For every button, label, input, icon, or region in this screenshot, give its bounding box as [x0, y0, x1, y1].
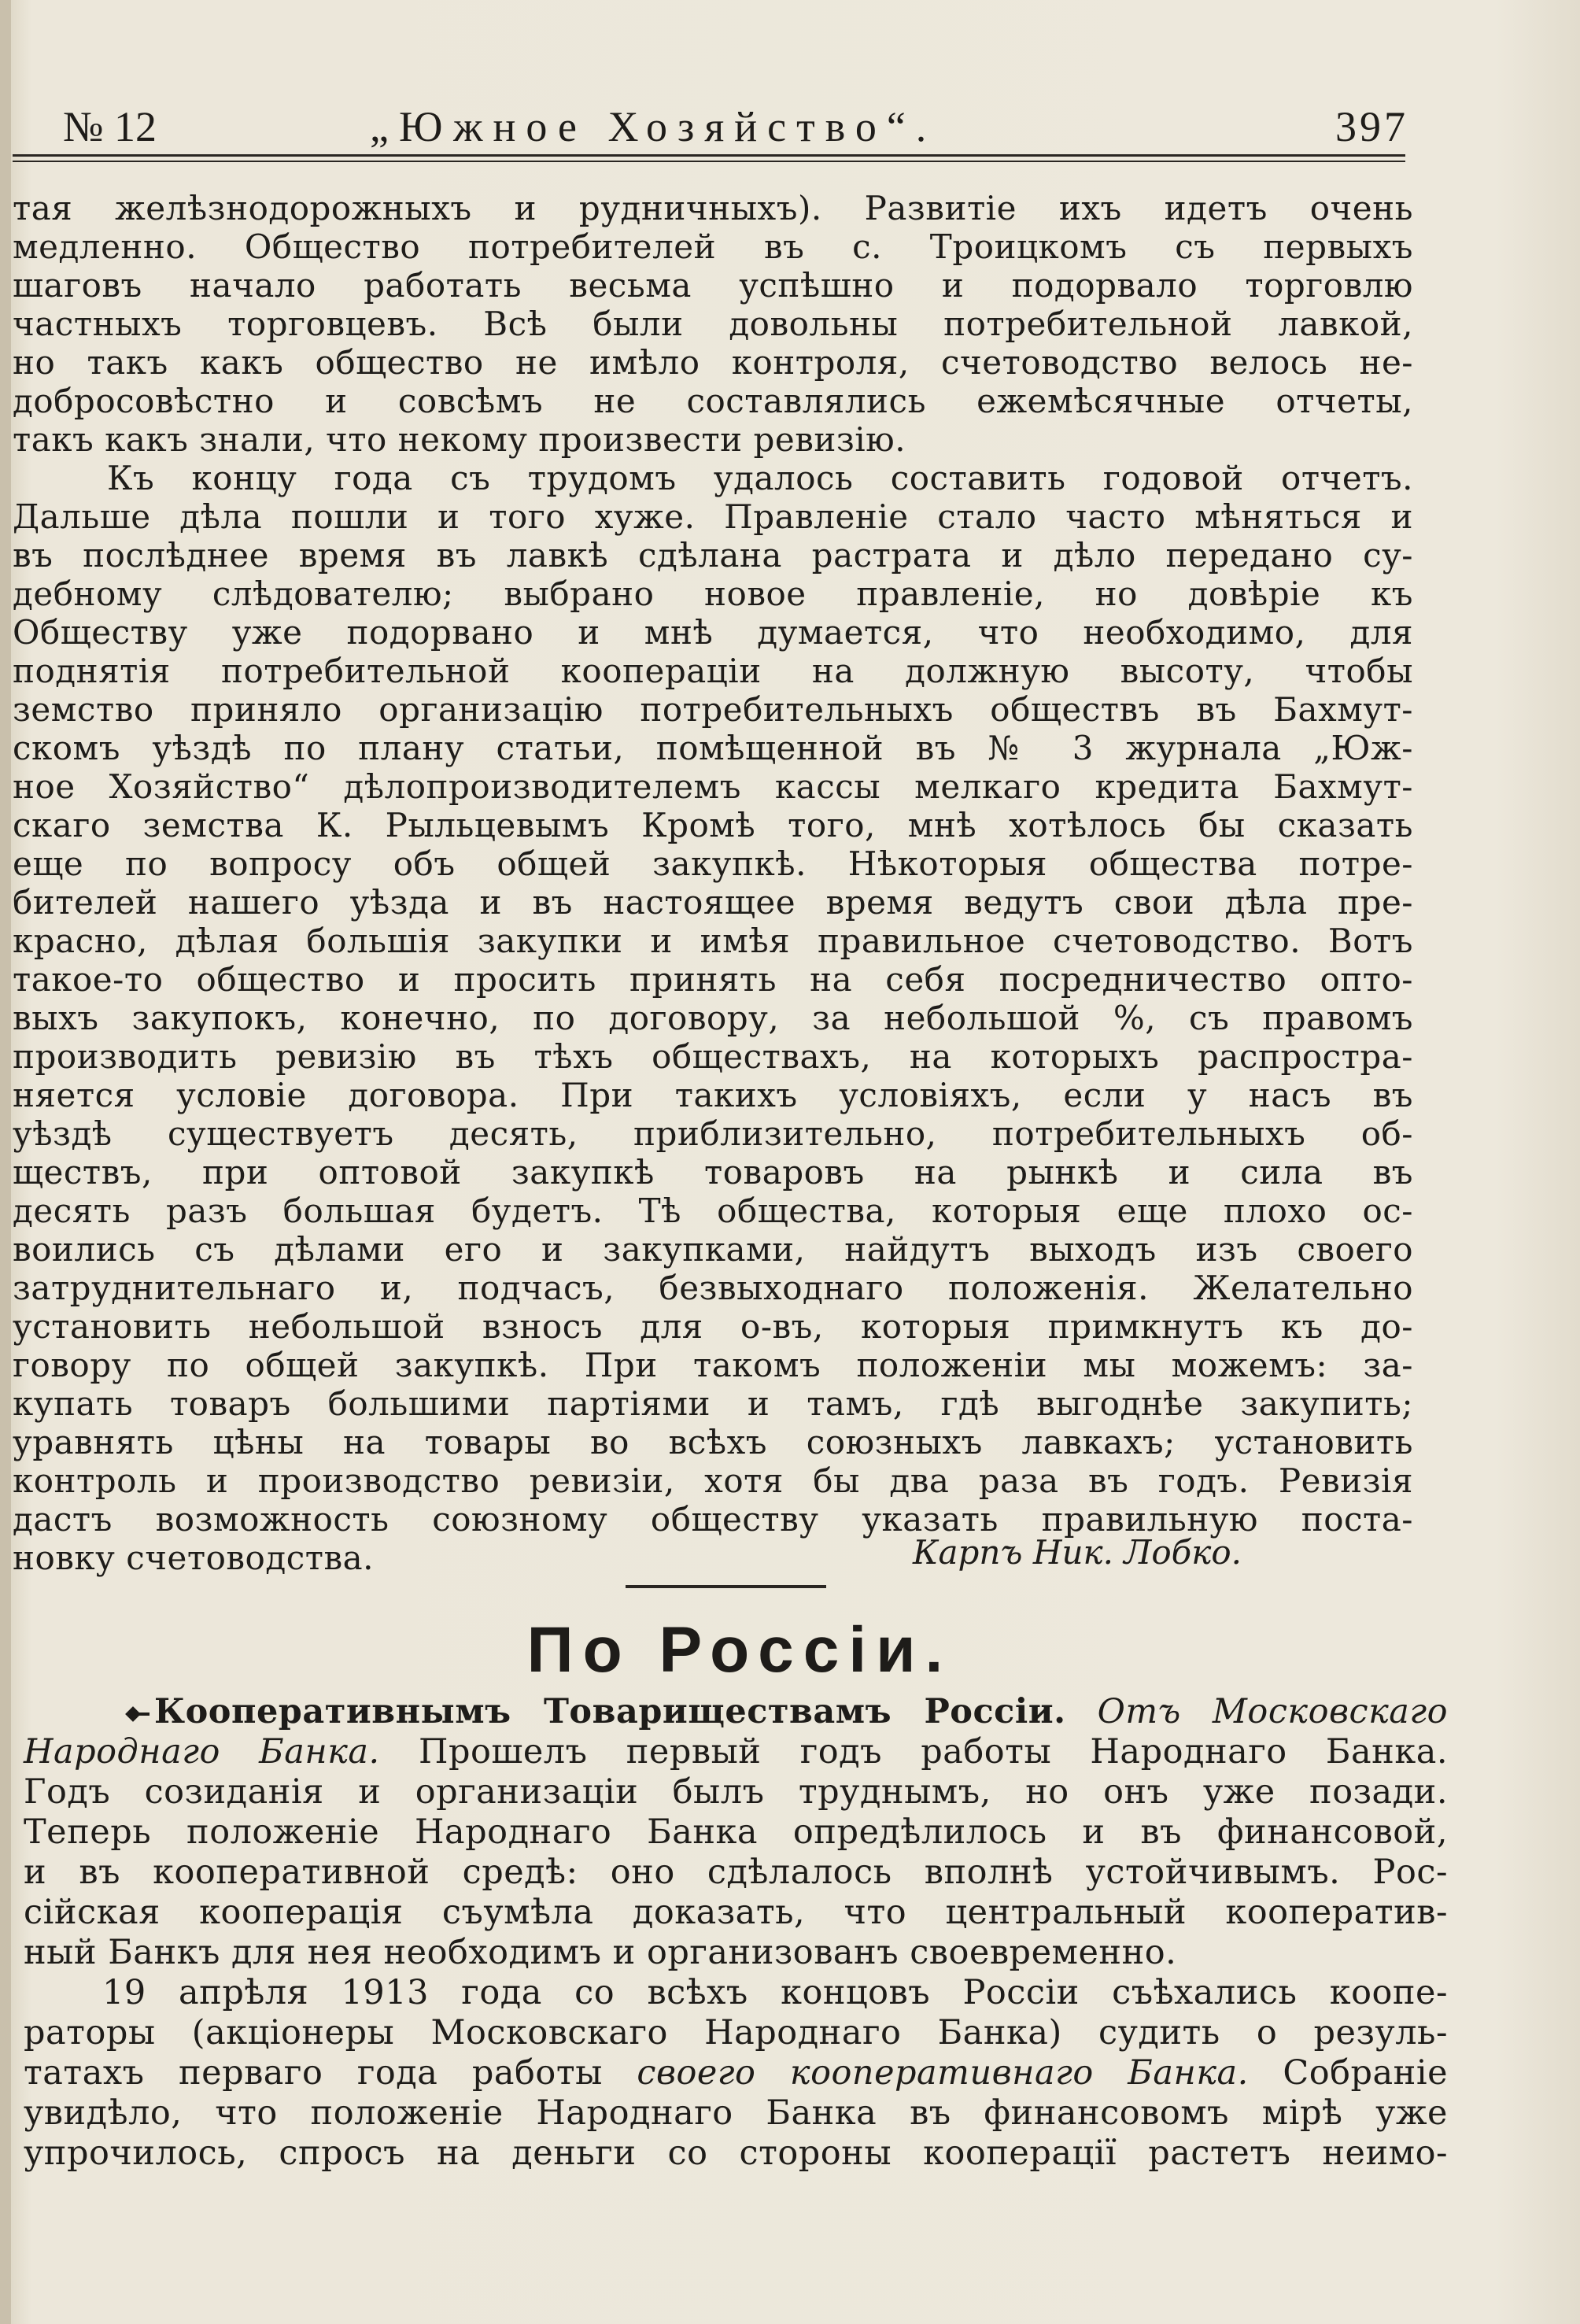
text-line: купать товаръ большими партіями и тамъ, гдѣ выгоднѣе закупить;	[13, 1384, 1413, 1423]
text-line: поднятія потребительной кооперацiи на должную высоту, чтобы	[13, 652, 1413, 690]
paragraph-2	[13, 459, 1413, 1577]
text-line: уѣздѣ существуетъ десять, приблизительно, потребительныхъ об-	[13, 1114, 1413, 1153]
text-line: бителей нашего уѣзда и въ настоящее время ведутъ свои дѣла пре-	[13, 883, 1413, 922]
text-line: и въ кооперативной средѣ: оно сдѣлалось вполнѣ устойчивымъ. Рос-	[24, 1853, 1448, 1892]
text-line: добросовѣстно и совсѣмъ не составлялись ежемѣсячные отчеты,	[13, 382, 1413, 420]
text-line: контроль и производство ревизіи, хотя бы два раза въ годъ. Ревизія	[13, 1461, 1413, 1500]
article-body	[13, 189, 1413, 1577]
text-line: увидѣло, что положеніе Народнаго Банка въ финансовомъ мірѣ уже	[24, 2093, 1448, 2133]
text-line	[24, 1692, 1448, 1732]
text-line: 19 апрѣля 1913 года со всѣхъ концовъ Россіи съѣхались коопе-	[102, 1973, 1448, 2012]
journal-title: „Южное Хозяйство“.	[370, 103, 937, 150]
issue-number: № 12	[63, 103, 157, 150]
text-line: десять разъ большая будетъ. Тѣ общества, которыя еще плохо ос-	[13, 1192, 1413, 1230]
text-line: скаго земства К. Рыльцевымъ Кромѣ того, мнѣ хотѣлось бы сказать	[13, 806, 1413, 844]
text-line: Теперь положеніе Народнаго Банка опредѣлилось и въ финансовой,	[24, 1812, 1448, 1852]
text-line: говору по общей закупкѣ. При такомъ положеніи мы можемъ: за-	[13, 1346, 1413, 1384]
text-line: но такъ какъ общество не имѣло контроля, счетоводство велось не-	[13, 343, 1413, 382]
text-span-italic: своего кооперативнаго Банка.	[637, 2053, 1249, 2093]
text-line	[24, 2053, 1448, 2093]
header-rule	[13, 154, 1405, 157]
running-header	[55, 96, 1408, 151]
text-line: Годъ созиданія и организаціи былъ труднымъ, но онъ уже позади.	[24, 1772, 1448, 1812]
item-source: Отъ Московскаго	[1097, 1692, 1449, 1731]
text-span: Собраніе	[1283, 2053, 1449, 2093]
diamond-bullet-icon	[126, 1705, 150, 1723]
author-signature: Карпъ Ник. Лобко.	[913, 1533, 1242, 1572]
text-line: ный Банкъ для нея необходимъ и организованъ своевременно.	[24, 1933, 1177, 1972]
text-line: скомъ уѣздѣ по плану статьи, помѣщенной въ № 3 журнала „Юж-	[13, 729, 1413, 767]
text-line: Дальше дѣла пошли и того хуже. Правленіе стало часто мѣняться и	[13, 497, 1413, 536]
section-title: По Россіи.	[526, 1614, 953, 1686]
item-source-cont: Народнаго Банка.	[24, 1732, 380, 1772]
text-line: земство приняло организацію потребительныхъ обществъ въ Бахмут-	[13, 690, 1413, 729]
text-line: установить небольшой взносъ для о-въ, которыя примкнутъ къ до-	[13, 1307, 1413, 1346]
text-line: воились съ дѣлами его и закупками, найдутъ выходъ изъ своего	[13, 1230, 1413, 1269]
text-span: Прошелъ первый годъ работы Народнаго Банка.	[418, 1732, 1449, 1772]
text-line: тая желѣзнодорожныхъ и рудничныхъ). Развитіе ихъ идетъ очень	[13, 189, 1413, 227]
text-line: дебному слѣдователю; выбрано новое правленіе, но довѣріе къ	[13, 575, 1413, 613]
binding-edge	[0, 0, 11, 2324]
text-line: выхъ закупокъ, конечно, по договору, за небольшой %, съ правомъ	[13, 999, 1413, 1037]
section-separator	[626, 1585, 826, 1588]
text-line: еще по вопросу объ общей закупкѣ. Нѣкоторыя общества потре-	[13, 844, 1413, 883]
text-line: въ послѣднее время въ лавкѣ сдѣлана растрата и дѣло передано су-	[13, 536, 1413, 575]
text-line: ное Хозяйство“ дѣлопроизводителемъ кассы мелкаго кредита Бахмут-	[13, 767, 1413, 806]
text-line: ществъ, при оптовой закупкѣ товаровъ на рынкѣ и сила въ	[13, 1153, 1413, 1192]
text-line: затруднительнаго и, подчасъ, безвыходнаго положенія. Желательно	[13, 1269, 1413, 1307]
paragraph-1	[13, 189, 1413, 459]
text-line: такъ какъ знали, что некому произвести ревизію.	[13, 420, 906, 459]
header-rule-thin	[13, 161, 1405, 162]
text-line: частныхъ торговцевъ. Всѣ были довольны потребительной лавкой,	[13, 305, 1413, 343]
text-line: няется условіе договора. При такихъ условіяхъ, если у насъ въ	[13, 1076, 1413, 1114]
text-line: сійская кооперація съумѣла доказать, что центральный кооператив-	[24, 1893, 1448, 1932]
item-heading: Кооперативнымъ Товариществамъ Россіи.	[154, 1692, 1066, 1731]
text-line: уравнять цѣны на товары во всѣхъ союзныхъ лавкахъ; установить	[13, 1423, 1413, 1461]
page-number: 397	[1335, 103, 1408, 150]
text-line: дастъ возможность союзному обществу указать правильную поста-	[13, 1500, 1413, 1539]
news-item	[24, 1692, 1448, 2174]
text-line: медленно. Общество потребителей въ с. Троицкомъ съ первыхъ	[13, 227, 1413, 266]
text-line: Къ концу года съ трудомъ удалось составить годовой отчетъ.	[107, 459, 1413, 497]
text-line: раторы (акціонеры Московскаго Народнаго Банка) судить о резуль-	[24, 2013, 1448, 2052]
text-line: такое-то общество и просить принять на себя посредничество опто-	[13, 960, 1413, 999]
text-line: упрочилось, спросъ на деньги со стороны кооперації растетъ неимо-	[24, 2134, 1448, 2173]
text-line: красно, дѣлая большія закупки и имѣя правильное счетоводство. Вотъ	[13, 922, 1413, 960]
text-span: татахъ перваго года работы	[24, 2053, 603, 2093]
text-line	[24, 1732, 1448, 1772]
text-line: шаговъ начало работать весьма успѣшно и подорвало торговлю	[13, 266, 1413, 305]
text-line: новку счетоводства.	[13, 1539, 374, 1577]
text-line: Обществу уже подорвано и мнѣ думается, что необходимо, для	[13, 613, 1413, 652]
text-line: производить ревизію въ тѣхъ обществахъ, на которыхъ распростра-	[13, 1037, 1413, 1076]
